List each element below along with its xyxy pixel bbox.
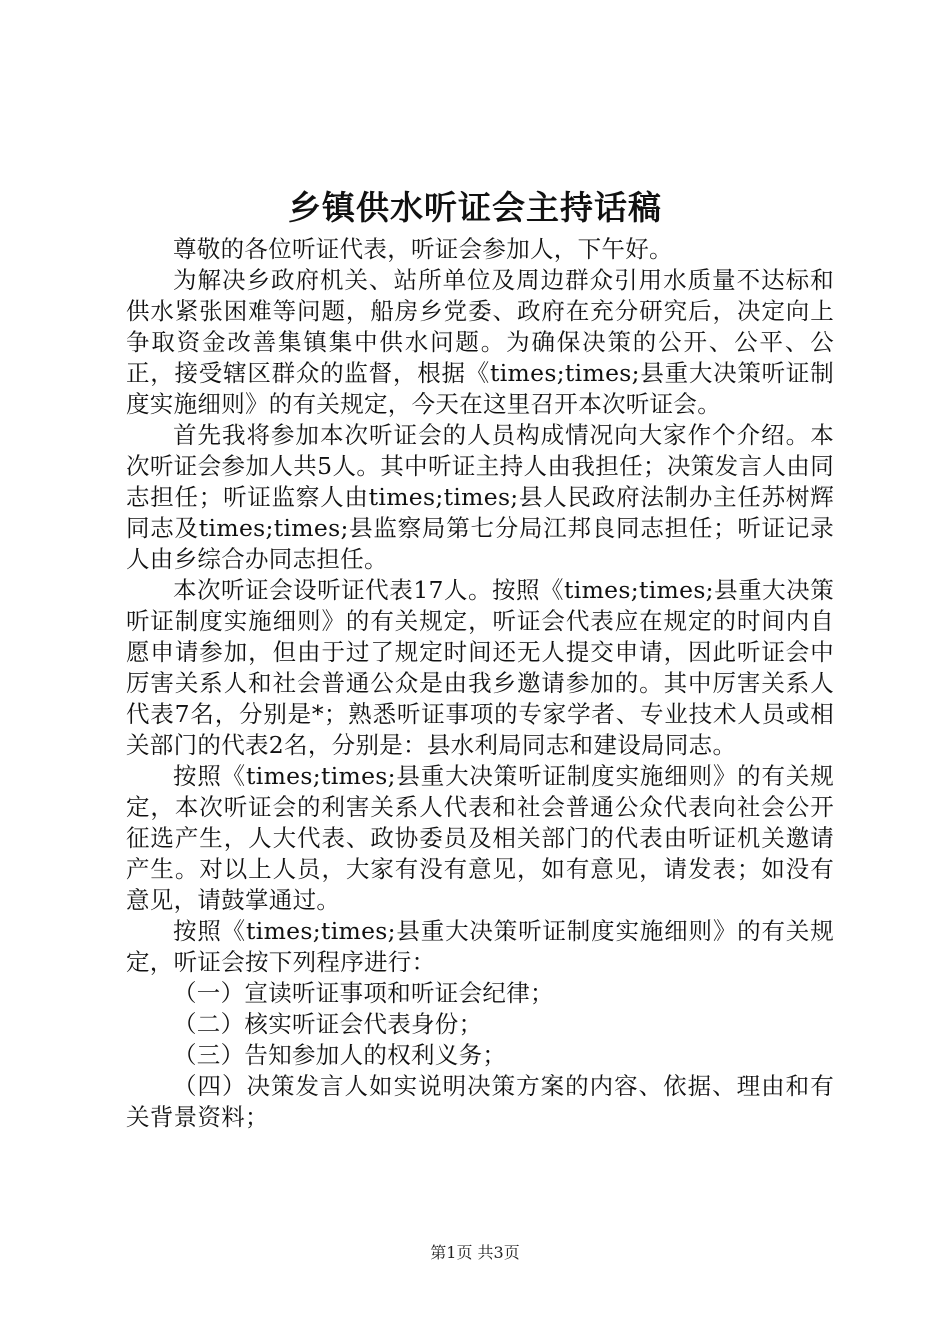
procedure-item-1: （一）宣读听证事项和听证会纪律； [173, 979, 554, 1007]
paragraph-representatives: 本次听证会设听证代表17人。按照《times;times;县重大决策听证制度实施细则》的有关规定，听证会代表应在规定的时间内自愿申请参加，但由于过了规定时间还无人提交申请，因此听证会中厉害关系人和社会普通公众是由我乡邀请参加的。其中厉害关系人代表7名，分别是*；熟悉听证事项的专家学者、专业技术人员或相关部门的代表2名，分别是：县水利局同志和建设局同志。 [126, 576, 834, 759]
document-body [126, 234, 834, 1133]
document-title: 乡镇供水听证会主持话稿 [288, 188, 662, 227]
paragraph-background: 为解决乡政府机关、站所单位及周边群众引用水质量不达标和供水紧张困难等问题，船房乡党委、政府在充分研究后，决定向上争取资金改善集镇集中供水问题。为确保决策的公开、公平、公正，接受辖区群众的监督，根据《times;times;县重大决策听证制度实施细则》的有关规定，今天在这里召开本次听证会。 [126, 266, 834, 418]
paragraph-procedure-intro: 按照《times;times;县重大决策听证制度实施细则》的有关规定，听证会按下列程序进行： [126, 917, 834, 976]
procedure-item-3: （三）告知参加人的权利义务； [173, 1041, 507, 1069]
procedure-item-4: （四）决策发言人如实说明决策方案的内容、依据、理由和有关背景资料； [126, 1072, 834, 1131]
procedure-item-2: （二）核实听证会代表身份； [173, 1010, 483, 1038]
paragraph-selection: 按照《times;times;县重大决策听证制度实施细则》的有关规定，本次听证会的利害关系人代表和社会普通公众代表向社会公开征选产生，人大代表、政协委员及相关部门的代表由听证机关邀请产生。对以上人员，大家有没有意见，如有意见，请发表；如没有意见，请鼓掌通过。 [126, 762, 834, 914]
paragraph-participants: 首先我将参加本次听证会的人员构成情况向大家作个介绍。本次听证会参加人共5人。其中听证主持人由我担任；决策发言人由同志担任；听证监察人由times;times;县人民政府法制办主任苏树辉同志及times;times;县监察局第七分局江邦良同志担任；听证记录人由乡综合办同志担任。 [126, 421, 834, 573]
page-number-footer: 第1页 共3页 [430, 1243, 520, 1262]
paragraph-greeting: 尊敬的各位听证代表，听证会参加人，下午好。 [173, 235, 673, 263]
